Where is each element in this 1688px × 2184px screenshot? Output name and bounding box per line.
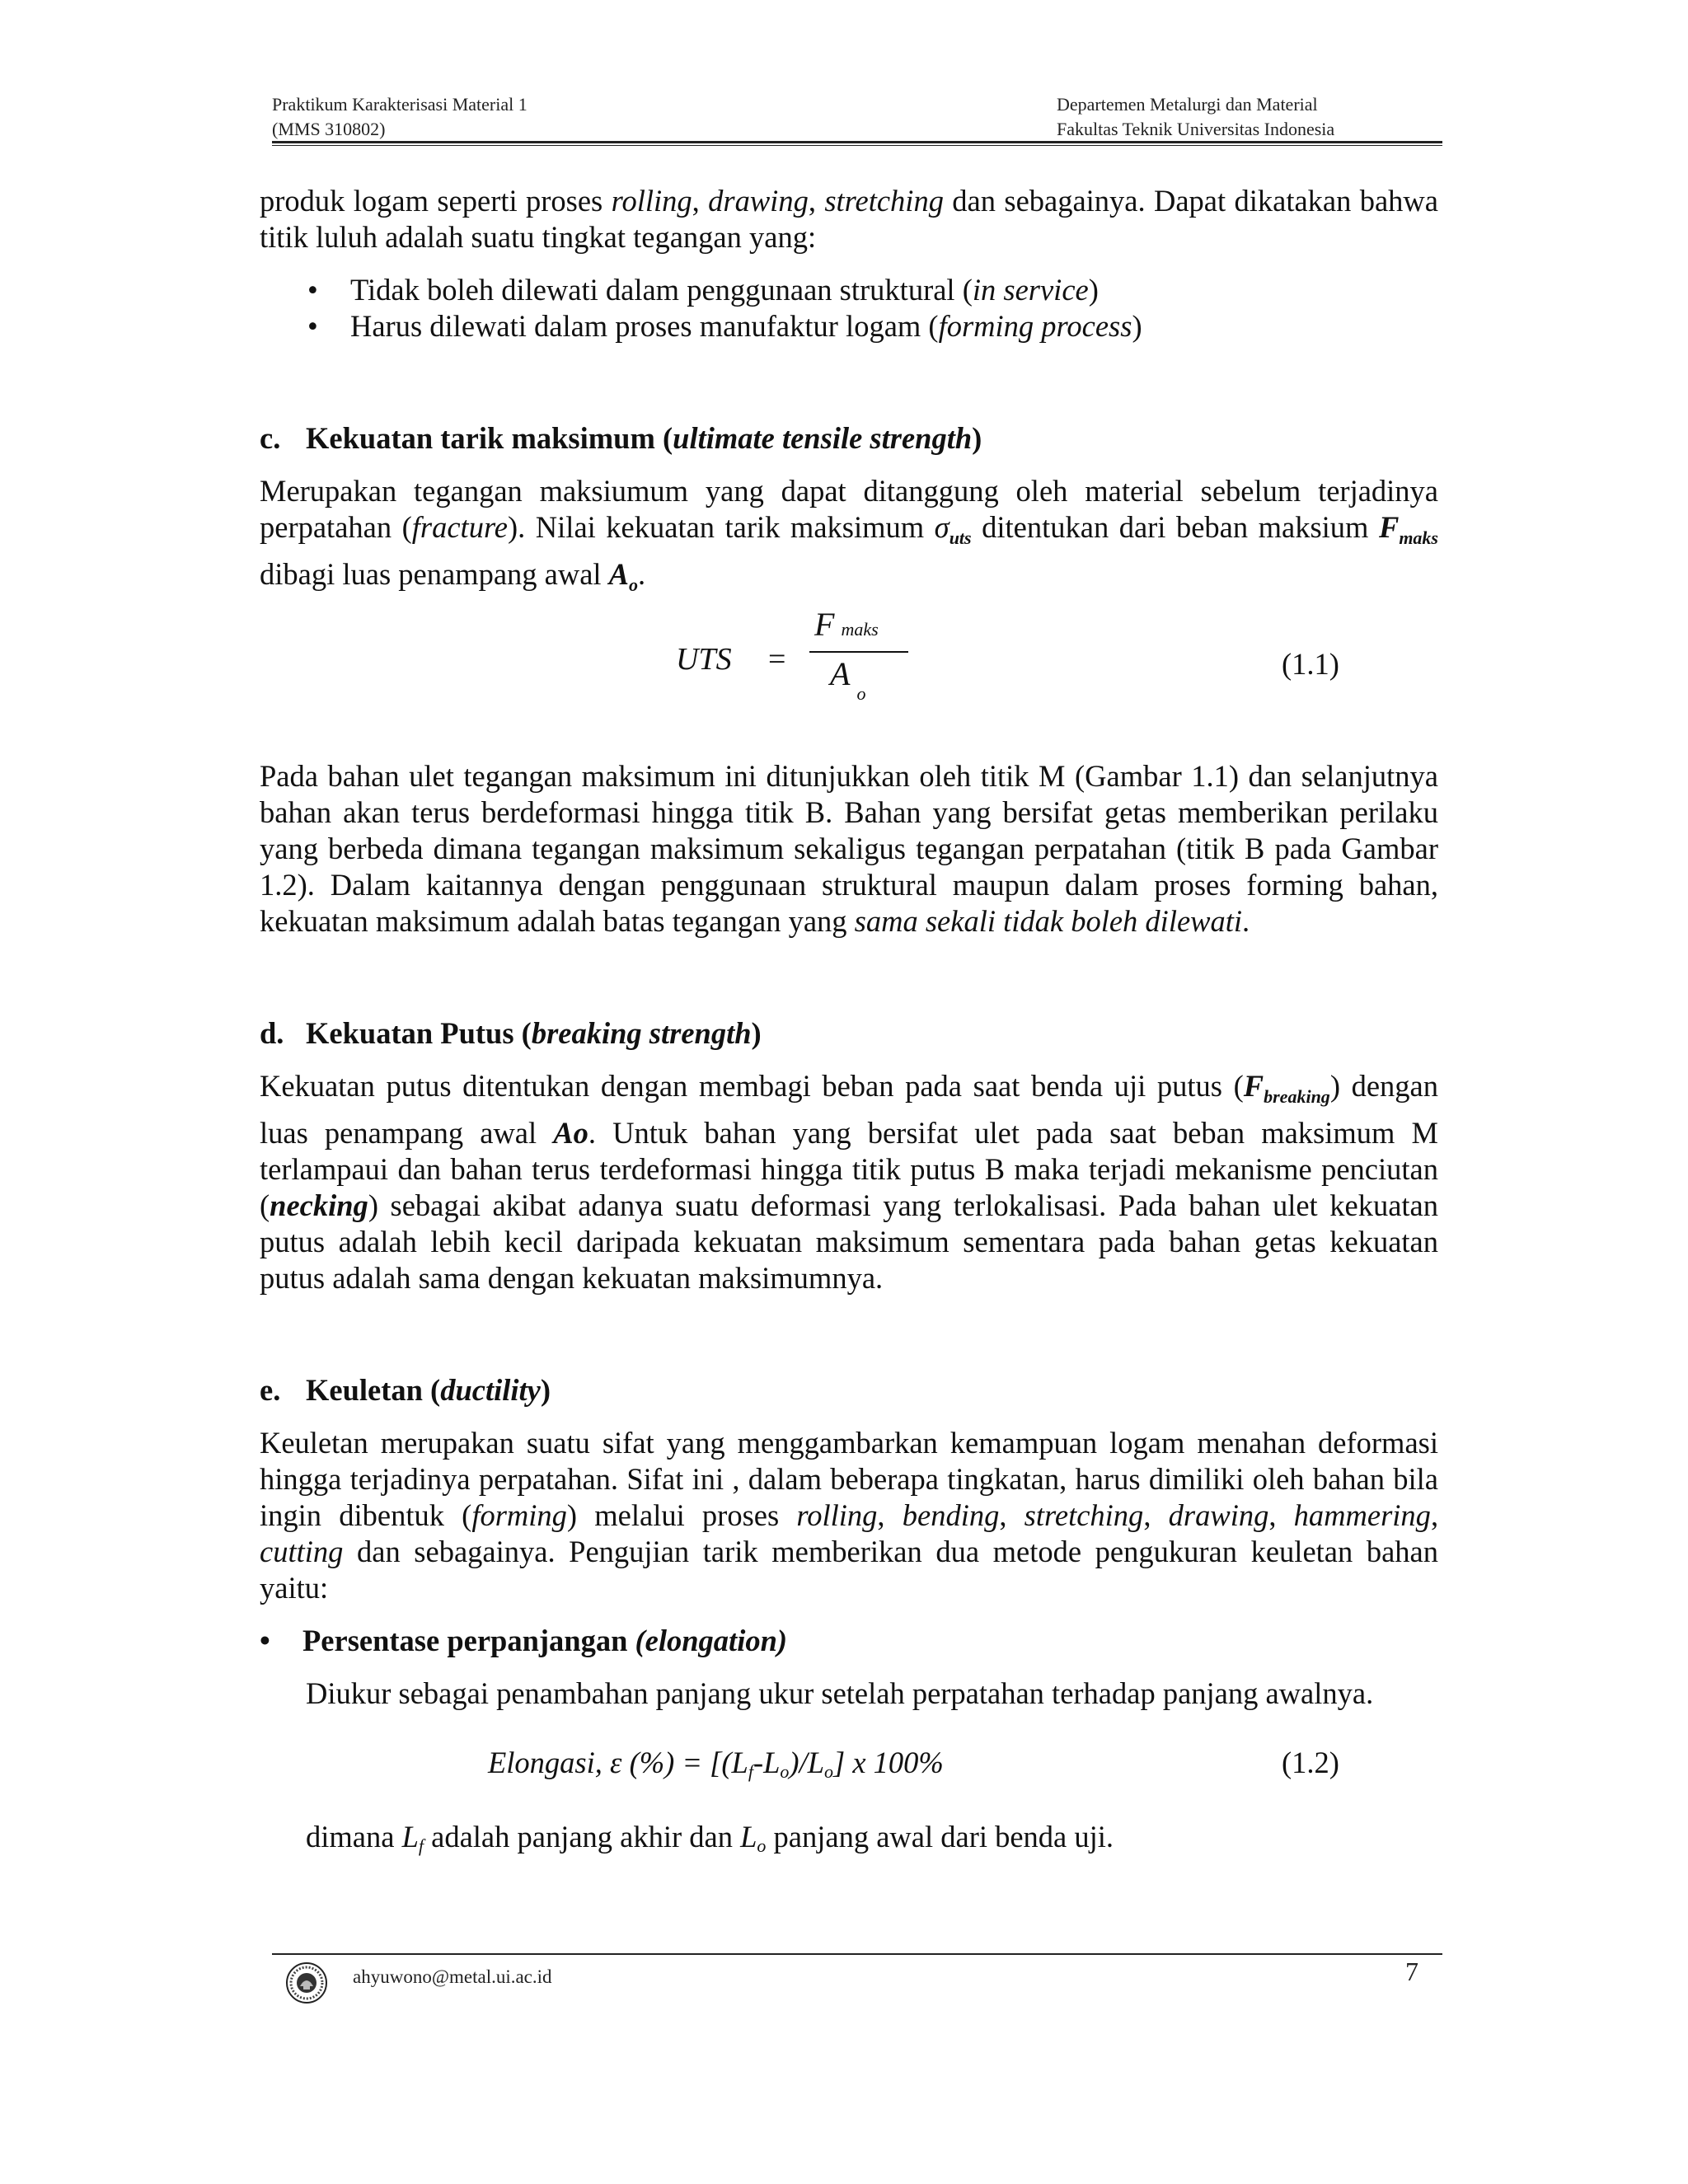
text-run: , <box>1430 1498 1439 1532</box>
yield-bullet-list <box>260 272 1438 344</box>
section-letter: c. <box>260 421 281 455</box>
original-subscript: o <box>824 1761 834 1782</box>
text-run: , <box>808 184 825 218</box>
term-rolling: rolling <box>796 1498 878 1532</box>
force-subscript: maks <box>1399 527 1438 548</box>
text-run: ) melalui proses <box>566 1498 797 1532</box>
section-heading-d <box>260 1015 1438 1052</box>
equation-elongation <box>260 1745 1438 1786</box>
sigma-subscript: uts <box>949 527 972 548</box>
page-number: 7 <box>1405 1957 1418 1986</box>
text-run: Harus dilewati dalam proses manufaktur logam ( <box>350 309 939 343</box>
text-run: Kekuatan putus ditentukan dengan membagi beban pada saat benda uji putus ( <box>260 1069 1244 1103</box>
text-run: Tidak boleh dilewati dalam penggunaan struktural ( <box>350 273 973 307</box>
spacer <box>260 344 1438 420</box>
term-cutting: cutting <box>260 1535 344 1568</box>
epsilon-symbol: ε <box>610 1746 622 1779</box>
text-run: . <box>1242 904 1250 938</box>
text-run: ) dengan luas penampang awal <box>260 1069 1438 1150</box>
term-forming: forming <box>471 1498 567 1532</box>
course-code: (MMS 310802) <box>272 119 386 139</box>
header-rule <box>272 141 1442 143</box>
term-rolling: rolling <box>611 184 692 218</box>
university-logo-icon <box>285 1961 328 2004</box>
header-left <box>272 92 528 142</box>
equation-expression <box>488 1745 944 1790</box>
text-run: adalah panjang akhir dan <box>424 1820 741 1854</box>
faculty-name: Fakultas Teknik Universitas Indonesia <box>1057 119 1335 139</box>
equation-numerator <box>814 607 879 648</box>
text-run: , <box>877 1498 903 1532</box>
text-run: ) <box>1088 273 1099 307</box>
text-run: panjang awal dari benda uji. <box>766 1820 1114 1854</box>
text-run: Elongasi, <box>488 1746 611 1779</box>
section-title-term: breaking strength <box>531 1016 752 1050</box>
where-clause <box>260 1819 1438 1864</box>
spacer <box>260 1712 1438 1745</box>
denominator-symbol: A <box>830 655 851 692</box>
spacer <box>260 1408 1438 1425</box>
section-heading-e <box>260 1372 1438 1408</box>
equation-lhs: UTS <box>676 642 732 677</box>
force-subscript: breaking <box>1264 1086 1330 1107</box>
text-run: , <box>1143 1498 1169 1532</box>
spacer <box>260 1606 1438 1623</box>
text-run: ] x 100% <box>833 1746 944 1779</box>
term-drawing: drawing <box>708 184 809 218</box>
ductility-paragraph <box>260 1425 1438 1606</box>
spacer <box>260 1296 1438 1372</box>
equation-number: (1.1) <box>1282 647 1339 681</box>
text-run: ) <box>972 421 982 455</box>
force-symbol: F <box>1243 1069 1264 1103</box>
spacer <box>260 1052 1438 1068</box>
text-run: ) <box>751 1016 762 1050</box>
text-run: , <box>999 1498 1025 1532</box>
spacer <box>260 457 1438 473</box>
elongation-description: Diukur sebagai penambahan panjang ukur setelah perpatahan terhadap panjang awalnya. <box>306 1676 1374 1710</box>
equals-sign: = <box>768 642 786 677</box>
term-forming-process: forming process <box>938 309 1132 343</box>
text-run: (%) = [(L <box>621 1746 748 1779</box>
force-symbol: F <box>1378 510 1400 544</box>
text-run: dimana <box>306 1820 402 1854</box>
text-run: . Untuk bahan yang bersifat ulet pada saat beban maksimum M terlampaui dan bahan terus terdeformasi hingga titik putus B maka terjadi mekanisme penciutan ( <box>260 1116 1438 1222</box>
numerator-symbol: F <box>814 606 835 643</box>
original-subscript: o <box>757 1835 767 1856</box>
final-subscript: f <box>748 1761 753 1782</box>
term-fracture: fracture <box>411 510 509 544</box>
spacer <box>260 1659 1438 1675</box>
list-item <box>260 308 1438 344</box>
footer-email: ahyuwono@metal.ui.ac.id <box>353 1966 552 1987</box>
term-bending: bending <box>902 1498 1000 1532</box>
list-item <box>260 272 1438 308</box>
text-run: dibagi luas penampang awal <box>260 557 609 591</box>
spacer <box>260 1786 1438 1819</box>
text-run: produk logam seperti proses <box>260 184 612 218</box>
final-subscript: f <box>418 1835 424 1856</box>
length-symbol: L <box>401 1820 419 1854</box>
section-title: Kekuatan Putus ( <box>306 1016 532 1050</box>
text-run: , <box>1268 1498 1294 1532</box>
area-symbol: A <box>608 557 630 591</box>
text-run: Persentase perpanjangan <box>302 1624 635 1657</box>
equation-uts <box>260 603 1438 725</box>
original-subscript: o <box>780 1761 790 1782</box>
emphasis-text: sama sekali tidak boleh dilewati <box>854 904 1243 938</box>
term-drawing: drawing <box>1168 1498 1269 1532</box>
course-title: Praktikum Karakterisasi Material 1 <box>272 94 528 115</box>
header-right <box>1057 92 1334 142</box>
section-title-term: ductility <box>440 1373 541 1407</box>
text-run: . <box>638 557 646 591</box>
department-name: Departemen Metalurgi dan Material <box>1057 94 1318 115</box>
sigma-symbol: σ <box>934 510 950 544</box>
term-hammering: hammering <box>1293 1498 1431 1532</box>
ductile-brittle-paragraph <box>260 758 1438 940</box>
text-run: Keuletan merupakan suatu sifat yang menggambarkan kemampuan logam menahan deformasi hingga terjadinya perpatahan. Sifat ini , dalam beberapa tingkatan, harus dimiliki oleh bahan bila ingin dibentuk ( <box>260 1426 1438 1532</box>
numerator-subscript: maks <box>841 619 879 640</box>
intro-paragraph <box>260 183 1438 255</box>
term-stretching: stretching <box>824 184 944 218</box>
text-run: ) <box>1132 309 1142 343</box>
page-body <box>260 183 1438 1864</box>
text-run: , <box>692 184 709 218</box>
section-heading-c <box>260 420 1438 457</box>
text-run: dan sebagainya. Pengujian tarik memberikan dua metode pengukuran keuletan bahan yaitu: <box>260 1535 1438 1605</box>
header-rule-thin <box>272 145 1442 146</box>
uts-definition-paragraph <box>260 473 1438 603</box>
text-run: Pada bahan ulet tegangan maksimum ini ditunjukkan oleh titik M (Gambar 1.1) dan selanjutnya bahan akan terus berdeformasi hingga titik B. Bahan yang bersifat getas memberikan perilaku yang berbeda dimana tegangan maksimum sekaligus tegangan perpatahan (titik B pada Gambar 1.2). Dalam kaitannya dengan penggunaan struktural maupun dalam proses forming bahan, kekuatan maksimum adalah batas tegangan yang <box>260 759 1438 938</box>
section-letter: e. <box>260 1373 281 1407</box>
text-run: -L <box>753 1746 781 1779</box>
section-letter: d. <box>260 1016 284 1050</box>
footer-rule <box>272 1953 1442 1955</box>
term-necking: necking <box>270 1188 368 1222</box>
spacer <box>260 725 1438 758</box>
section-title: Kekuatan tarik maksimum ( <box>306 421 673 455</box>
spacer <box>260 940 1438 1015</box>
breaking-strength-paragraph <box>260 1068 1438 1296</box>
text-run: ) <box>540 1373 551 1407</box>
term-stretching: stretching <box>1024 1498 1144 1532</box>
text-run: dan sebagainya. Dapat dikatakan bahwa titik luluh adalah suatu tingkat tegangan yang: <box>260 184 1438 254</box>
list-item <box>212 1623 1438 1659</box>
text-run: ditentukan dari beban maksium <box>971 510 1379 544</box>
section-title: Keuletan ( <box>306 1373 441 1407</box>
section-title-term: ultimate tensile strength <box>673 421 973 455</box>
area-symbol: Ao <box>553 1116 588 1150</box>
text-run: Merupakan tegangan maksiumum yang dapat ditanggung oleh material sebelum terjadinya perpatahan ( <box>260 474 1438 544</box>
length-symbol: L <box>740 1820 757 1854</box>
term-in-service: in service <box>972 273 1089 307</box>
equation-number: (1.2) <box>1282 1746 1339 1779</box>
spacer <box>260 255 1438 272</box>
denominator-subscript: o <box>856 683 866 704</box>
text-run: ). Nilai kekuatan tarik maksimum <box>508 510 935 544</box>
text-run: )/L <box>789 1746 825 1779</box>
fraction-bar <box>809 651 908 653</box>
area-subscript: o <box>629 574 639 595</box>
text-run: ) sebagai akibat adanya suatu deformasi yang terlokalisasi. Pada bahan ulet kekuatan putus adalah lebih kecil daripada kekuatan maksimum sementara pada bahan getas kekuatan putus adalah sama dengan kekuatan maksimumnya. <box>260 1188 1438 1295</box>
equation-denominator <box>830 656 865 712</box>
term-elongation: (elongation) <box>635 1624 788 1657</box>
ductility-methods-list <box>212 1623 1438 1659</box>
